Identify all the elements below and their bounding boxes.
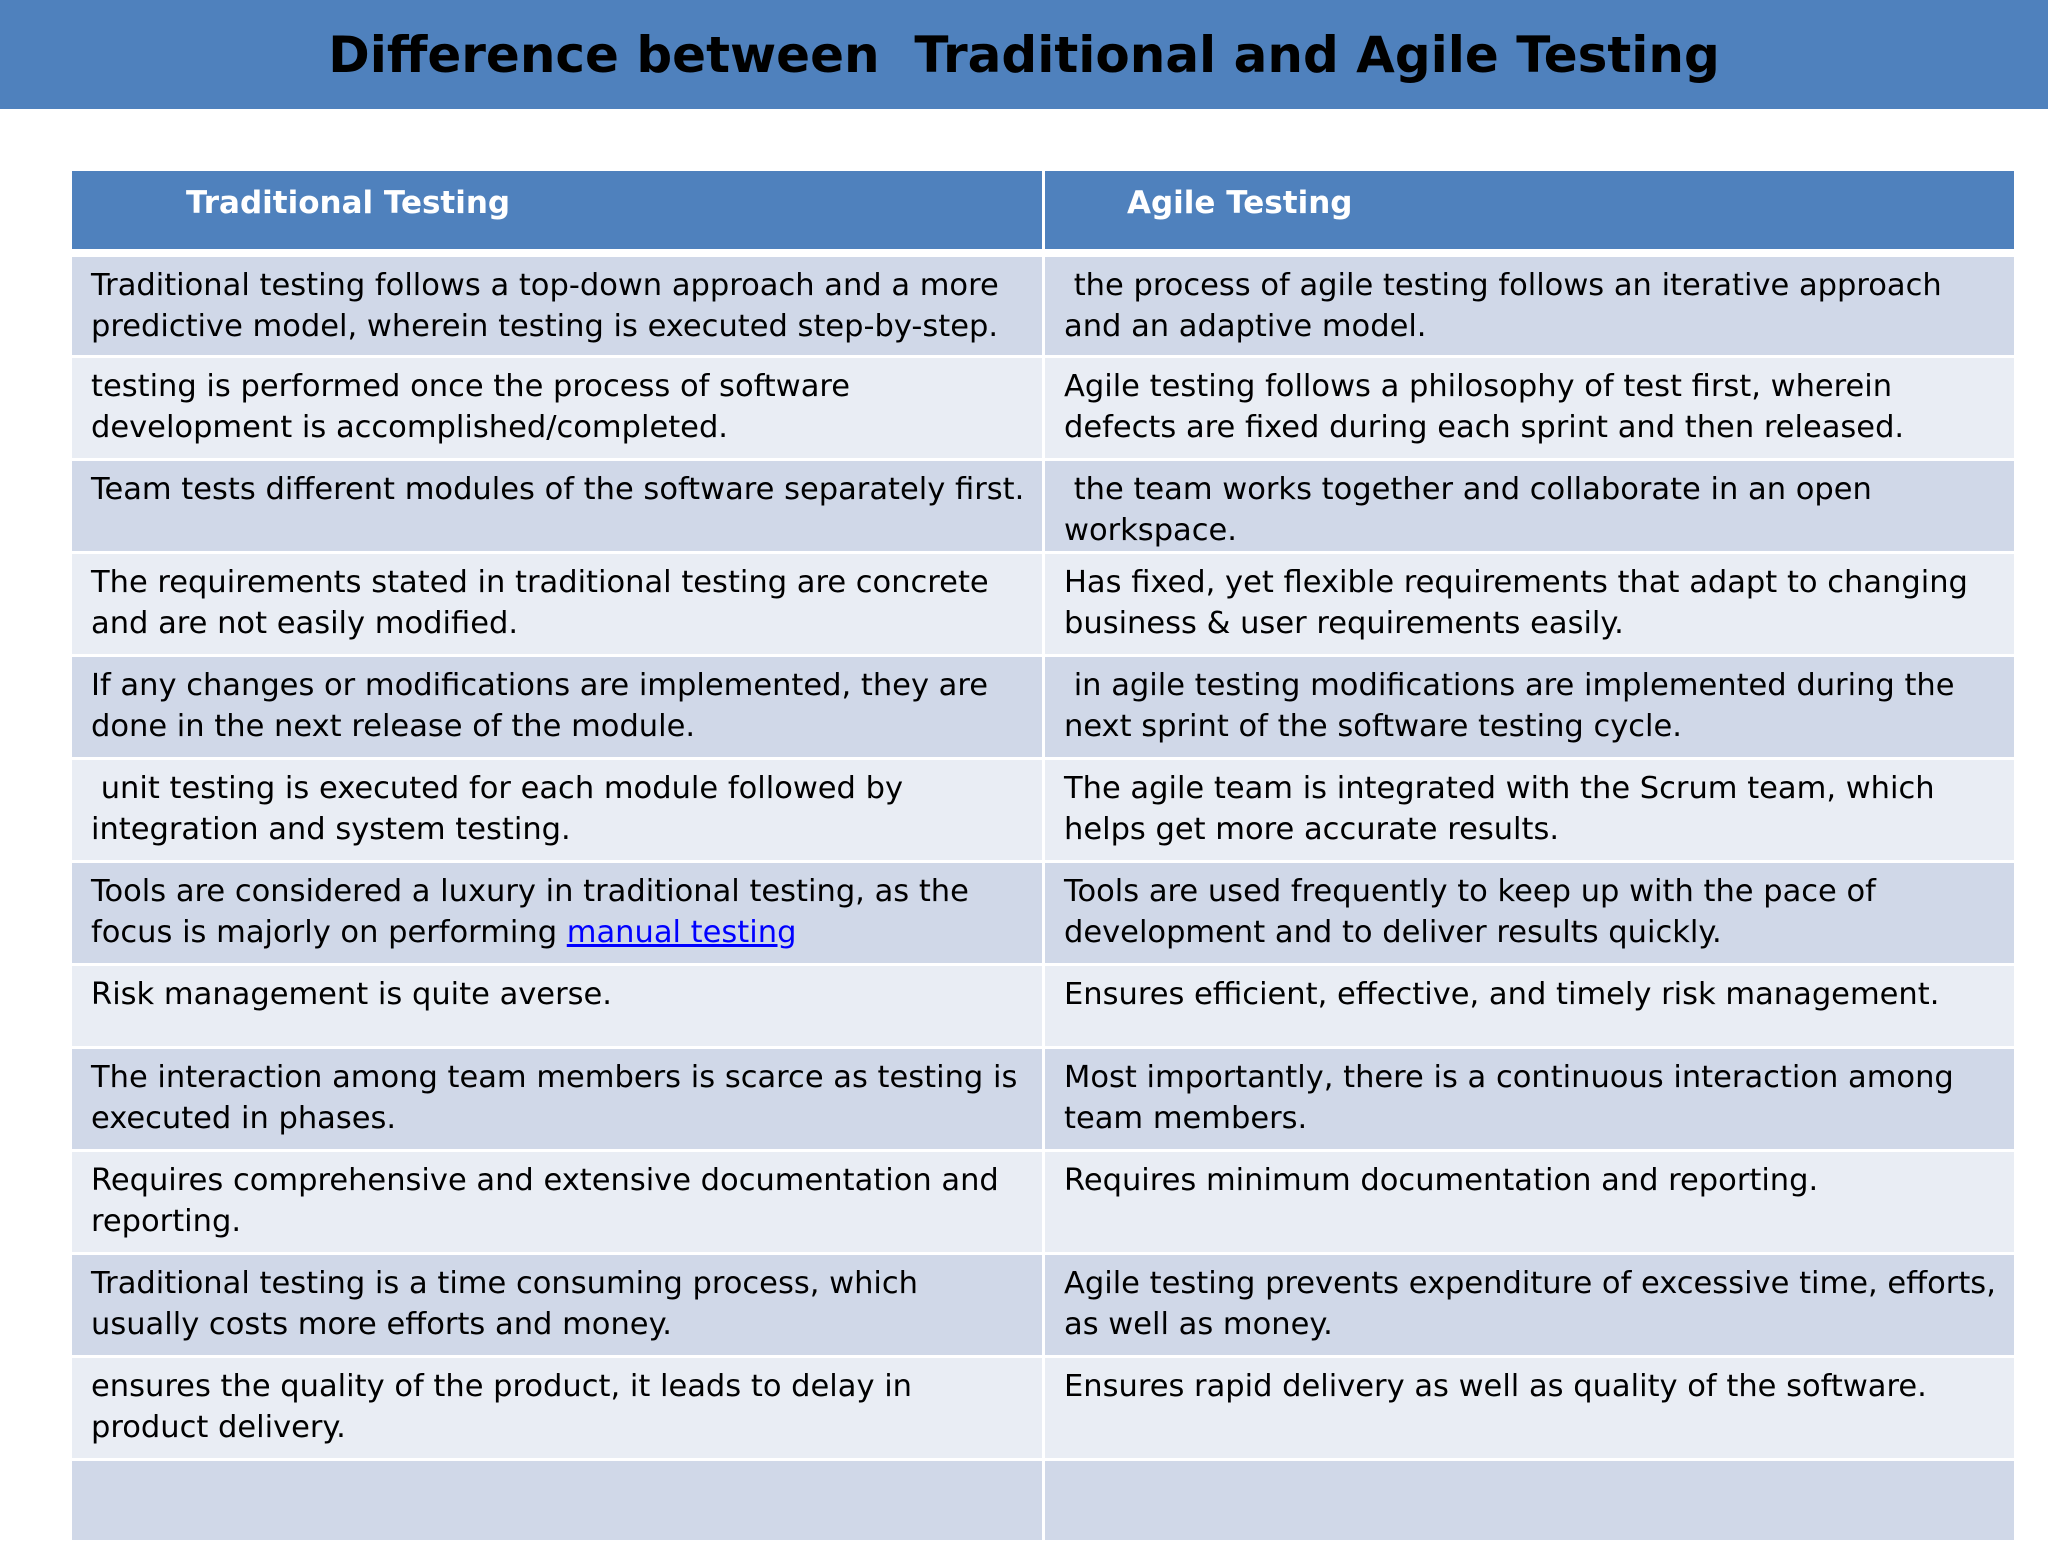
manual-testing-link[interactable]: manual testing (566, 914, 797, 950)
agile-cell: Ensures efficient, effective, and timely risk management. (1044, 964, 2016, 1047)
agile-cell: Ensures rapid delivery as well as quality of the software. (1044, 1356, 2016, 1459)
agile-cell: in agile testing modifications are implemented during the next sprint of the software testing cycle. (1044, 655, 2016, 758)
table-row (71, 1253, 2016, 1356)
agile-cell: Most importantly, there is a continuous interaction among team members. (1044, 1047, 2016, 1150)
agile-cell: The agile team is integrated with the Scrum team, which helps get more accurate results. (1044, 758, 2016, 861)
table-row (71, 1150, 2016, 1253)
traditional-cell: If any changes or modifications are implemented, they are done in the next release of the module. (71, 655, 1044, 758)
table-row (71, 964, 2016, 1047)
agile-cell: Requires minimum documentation and reporting. (1044, 1150, 2016, 1253)
traditional-cell (71, 861, 1044, 964)
traditional-cell: The interaction among team members is scarce as testing is executed in phases. (71, 1047, 1044, 1150)
traditional-cell: Requires comprehensive and extensive documentation and reporting. (71, 1150, 1044, 1253)
header-agile-testing: Agile Testing (1044, 171, 2016, 253)
traditional-cell: The requirements stated in traditional testing are concrete and are not easily modified. (71, 552, 1044, 655)
agile-cell: Agile testing prevents expenditure of excessive time, efforts, as well as money. (1044, 1253, 2016, 1356)
agile-cell: Tools are used frequently to keep up with the pace of development and to deliver results quickly. (1044, 861, 2016, 964)
table-row (71, 758, 2016, 861)
traditional-cell: testing is performed once the process of software development is accomplished/completed. (71, 356, 1044, 459)
traditional-cell (71, 1459, 1044, 1541)
agile-cell: Agile testing follows a philosophy of test first, wherein defects are fixed during each sprint and then released. (1044, 356, 2016, 459)
title-bar (0, 0, 2048, 109)
table-row (71, 1047, 2016, 1150)
table-row (71, 1356, 2016, 1459)
table-row (71, 1459, 2016, 1541)
table-header-row (71, 171, 2016, 253)
traditional-text: Tools are considered a luxury in traditional testing, as the focus is majorly on performing (91, 873, 979, 950)
traditional-cell: Traditional testing follows a top-down approach and a more predictive model, wherein testing is executed step-by-step. (71, 253, 1044, 356)
table-row (71, 552, 2016, 655)
header-traditional-testing: Traditional Testing (71, 171, 1044, 253)
page-title: Difference between Traditional and Agile Testing (328, 25, 1720, 84)
traditional-cell: unit testing is executed for each module followed by integration and system testing. (71, 758, 1044, 861)
traditional-cell: Team tests different modules of the software separately first. (71, 459, 1044, 552)
agile-cell: the process of agile testing follows an iterative approach and an adaptive model. (1044, 253, 2016, 356)
traditional-cell: Risk management is quite averse. (71, 964, 1044, 1047)
table-row (71, 861, 2016, 964)
comparison-table (69, 171, 2017, 1543)
agile-cell: the team works together and collaborate in an open workspace. (1044, 459, 2016, 552)
table-row (71, 655, 2016, 758)
table-row (71, 253, 2016, 356)
table-row (71, 356, 2016, 459)
table-row (71, 459, 2016, 552)
agile-cell (1044, 1459, 2016, 1541)
traditional-cell: Traditional testing is a time consuming process, which usually costs more efforts and money. (71, 1253, 1044, 1356)
traditional-cell: ensures the quality of the product, it leads to delay in product delivery. (71, 1356, 1044, 1459)
agile-cell: Has fixed, yet flexible requirements that adapt to changing business & user requirements easily. (1044, 552, 2016, 655)
